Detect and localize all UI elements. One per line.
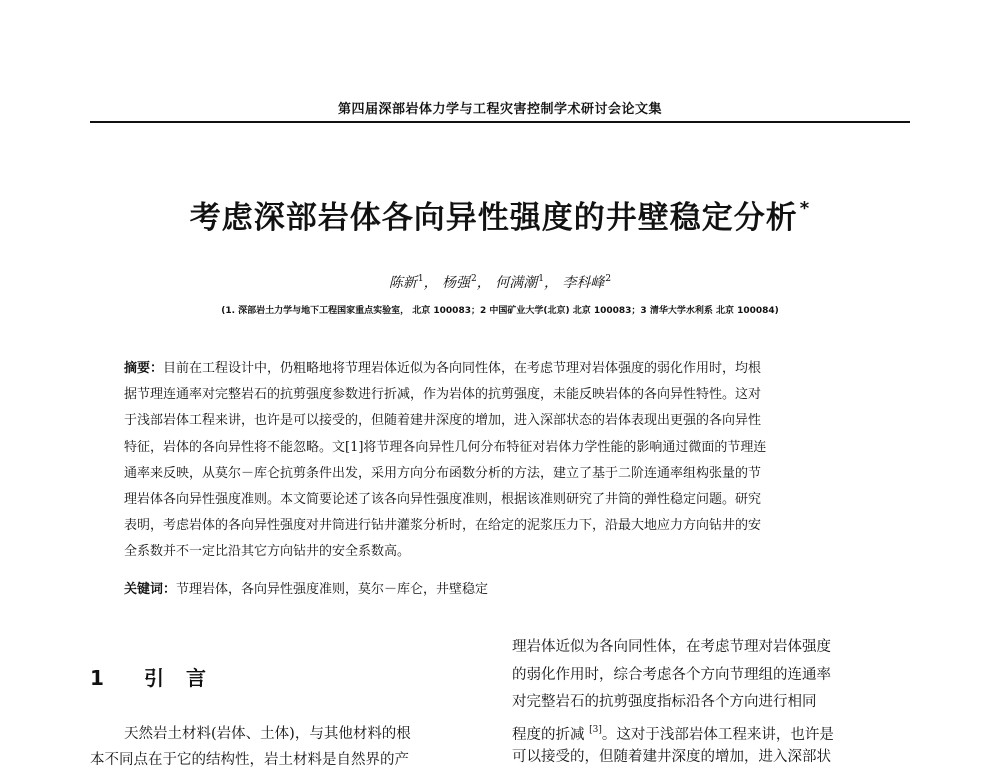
paper-title-text: 考虑深部岩体各向异性强度的井壁稳定分析 [189,200,798,236]
author-affiliation-mark: 2 [605,274,612,284]
title-footnote-mark: * [799,198,811,219]
body-left-line: 天然岩土材料(岩体、土体)，与其他材料的根 [124,726,411,742]
keywords-text: 节理岩体，各向异性强度准则，莫尔－库仑，井壁稳定 [176,582,489,597]
author-separator: ， [423,275,438,291]
abstract-line: 特征，岩体的各向异性将不能忽略。文[1]将节理各向异性几何分布特征对岩体力学性能的影响通过微面的节理连 [124,439,767,455]
body-right-line [512,717,834,745]
abstract [124,356,884,566]
section-title: 引言 [144,666,228,690]
body-text: 程度的折减 [512,726,590,743]
abstract-text: 目前在工程设计中，仍粗略地将节理岩体近似为各向同性体，在考虑节理对岩体强度的弱化作用时，均根 [163,361,762,376]
author-name: 杨强 [442,275,471,291]
section-heading [90,662,228,691]
paper-title [0,192,1000,237]
abstract-line: 全系数并不一定比沿其它方向钻井的安全系数高。 [124,544,411,560]
author-separator: ， [543,275,558,291]
body-right-column [512,634,834,772]
abstract-line: 据节理连通率对完整岩石的抗剪强度参数进行折减，作为岩体的抗剪强度，未能反映岩体的各向异性特性。这对 [124,387,762,403]
author-separator: ， [476,275,491,291]
keywords-label: 关键词： [124,582,177,597]
author-name: 陈新 [388,275,417,291]
abstract-line: 于浅部岩体工程来讲，也许是可以接受的，但随着建井深度的增加，进入深部状态的岩体表现出更强的各向异性 [124,413,762,429]
author-list [0,272,1000,292]
author-affiliation-mark: 1 [417,274,424,284]
author-affiliation-mark: 1 [538,274,544,284]
abstract-line: 表明，考虑岩体的各向异性强度对井筒进行钻井灌浆分析时，在给定的泥浆压力下，沿最大地应力方向钻井的安 [124,518,762,534]
author-affiliation-mark: 2 [471,274,477,284]
body-right-line: 可以接受的，但随着建井深度的增加，进入深部状 [512,749,831,765]
body-text: 。这对于浅部岩体工程来讲，也许是 [601,726,834,743]
citation: [3] [589,724,602,735]
keywords [124,578,488,597]
body-right-line: 理岩体近似为各向同性体，在考虑节理对岩体强度 [512,639,831,655]
author-name: 李科峰 [562,275,605,291]
author-name: 何满潮 [495,275,538,291]
section-number: 1 [90,666,104,690]
body-right-line: 对完整岩石的抗剪强度指标沿各个方向进行相同 [512,694,817,710]
running-header: 第四届深部岩体力学与工程灾害控制学术研讨会论文集 [337,102,662,117]
abstract-line: 理岩体各向异性强度准则。本文简要论述了该各向异性强度准则，根据该准则研究了井筒的弹性稳定问题。研究 [124,491,762,507]
abstract-label: 摘要： [124,361,164,376]
body-left-line: 本不同点在于它的结构性，岩土材料是自然界的产 [90,752,409,768]
affiliations: (1. 深部岩土力学与地下工程国家重点实验室， 北京 100083；2 中国矿业大学(北京) 北京 100083；3 清华大学水利系 北京 100084) [221,306,779,316]
abstract-line: 通率来反映，从莫尔－库仑抗剪条件出发，采用方向分布函数分析的方法，建立了基于二阶连通率组构张量的节 [124,465,762,481]
header-rule [90,121,910,123]
abstract-line [124,356,884,382]
body-right-line: 的弱化作用时，综合考虑各个方向节理组的连通率 [512,666,831,683]
